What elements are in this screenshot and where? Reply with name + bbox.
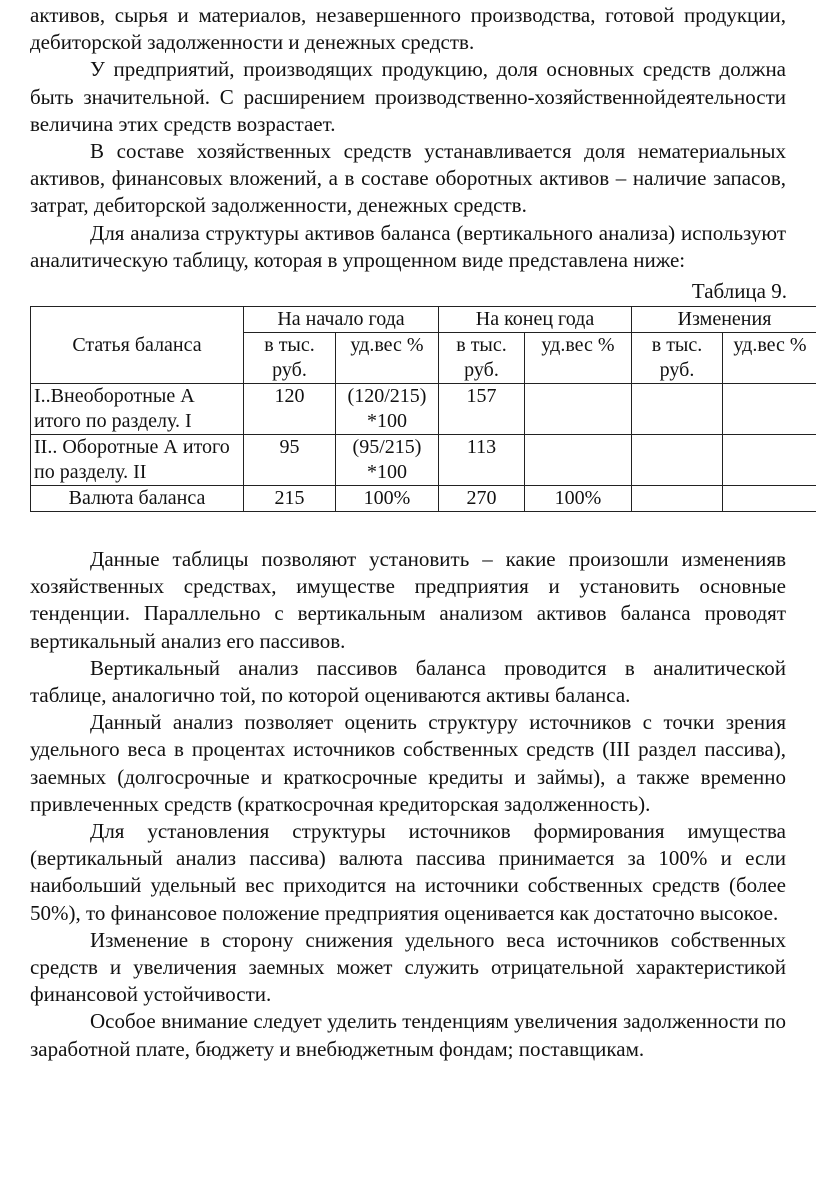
row-name-total: Валюта баланса	[31, 486, 244, 512]
subheader-end-thous: в тыс. руб.	[439, 333, 525, 384]
row-end-total: 270	[439, 486, 525, 512]
row-empty	[723, 384, 816, 435]
row-empty	[632, 486, 723, 512]
subheader-change-share: уд.вес %	[723, 333, 816, 384]
table-row	[31, 384, 816, 435]
row-empty	[525, 435, 632, 486]
table-row	[31, 435, 816, 486]
row-name-current: II.. Оборотные А итого по разделу. II	[31, 435, 244, 486]
row-start-noncurrent: 120	[244, 384, 336, 435]
header-end-year: На конец года	[439, 307, 632, 333]
paragraph-analysis-intro: Для анализа структуры активов баланса (вертикального анализа) используют аналитическую таблицу, которая в упрощенном виде представлена ниже:	[30, 220, 786, 272]
row-share-total: 100%	[336, 486, 439, 512]
row-end-share-total: 100%	[525, 486, 632, 512]
paragraph-liabilities-analysis: Вертикальный анализ пассивов баланса проводится в аналитической таблице, аналогично той, по которой оцениваются активы баланса.	[30, 655, 786, 708]
row-share-current: (95/215) *100	[336, 435, 439, 486]
row-empty	[632, 384, 723, 435]
paragraph-composition: В составе хозяйственных средств устанавливается доля нематериальных активов, финансовых вложений, а в составе оборотных активов – наличие запасов, затрат, дебиторской задолженности, денежных средств.	[30, 139, 786, 218]
row-name-noncurrent: I..Внеоборотные А итого по разделу. I	[31, 384, 244, 435]
row-start-current: 95	[244, 435, 336, 486]
paragraph-structure-rule: Для установления структуры источников формирования имущества (вертикальный анализ пассива) валюта пассива принимается за 100% и если наибольший удельный вес приходится на источники собственных средств (более 50%), то финансовое положение предприятия оценивается как достаточно высокое.	[30, 819, 786, 925]
subheader-start-share: уд.вес %	[336, 333, 439, 384]
table-row-total	[31, 486, 816, 512]
paragraph-special-attention: Особое внимание следует уделить тенденциям увеличения задолженности по заработной плате, бюджету и внебюджетным фондам; поставщикам.	[30, 1009, 786, 1061]
table-header-row	[31, 307, 816, 333]
header-changes: Изменения	[632, 307, 816, 333]
row-empty	[723, 486, 816, 512]
table-caption: Таблица 9.	[691, 279, 787, 304]
row-start-total: 215	[244, 486, 336, 512]
paragraph-fixed-assets: У предприятий, производящих продукцию, доля основных средств должна быть значительной. С расширением производственно-хозяйственнойдеятельности величина этих средств возрастает.	[30, 57, 786, 136]
row-empty	[723, 435, 816, 486]
row-share-noncurrent: (120/215) *100	[336, 384, 439, 435]
balance-table	[30, 306, 816, 512]
paragraph-decrease-effect: Изменение в сторону снижения удельного веса источников собственных средств и увеличения заемных может служить отрицательной характеристикой финансовой устойчивости.	[30, 927, 786, 1007]
paragraph-top: активов, сырья и материалов, незавершенного производства, готовой продукции, дебиторской задолженности и денежных средств.	[30, 3, 786, 55]
row-end-noncurrent: 157	[439, 384, 525, 435]
document-page	[30, 2, 807, 1063]
header-article: Статья баланса	[31, 307, 244, 384]
paragraph-table-conclusion: Данные таблицы позволяют установить – какие произошли измененияв хозяйственных средствах, имуществе предприятия и установить основные тенденции. Параллельно с вертикальным анализом активов баланса проводят вертикальный анализ его пассивов.	[30, 547, 786, 653]
row-empty	[525, 384, 632, 435]
subheader-start-thous: в тыс. руб.	[244, 333, 336, 384]
row-end-current: 113	[439, 435, 525, 486]
header-start-year: На начало года	[244, 307, 439, 333]
subheader-change-thous: в тыс. руб.	[632, 333, 723, 384]
subheader-end-share: уд.вес %	[525, 333, 632, 384]
row-empty	[632, 435, 723, 486]
paragraph-source-structure: Данный анализ позволяет оценить структуру источников с точки зрения удельного веса в процентах источников собственных средств (III раздел пассива), заемных (долгосрочные и краткосрочные кредиты и займы), а также временно привлеченных средств (краткосрочная кредиторская задолженность).	[30, 710, 786, 816]
